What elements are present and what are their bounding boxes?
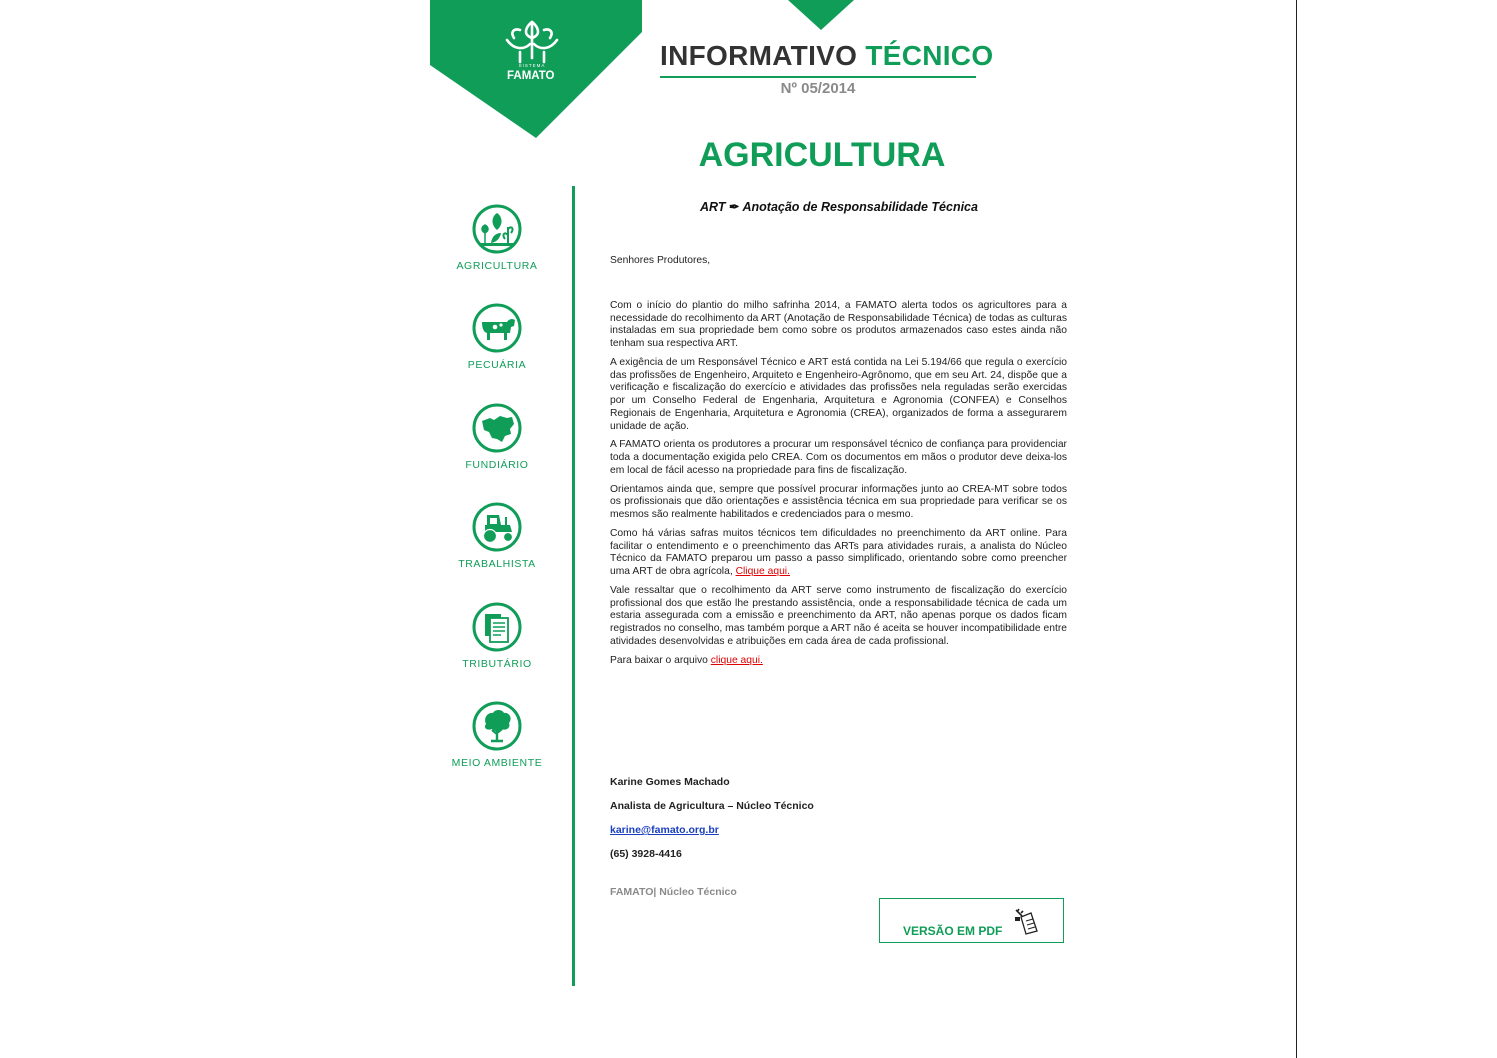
signature-block (610, 776, 1010, 872)
category-label: PECUÁRIA (467, 359, 527, 371)
paragraph-4: Orientamos ainda que, sempre que possível procurar informações junto ao CREA-MT sobre todos os profissionais que dão orientações e assistência técnica em sua propriedade para verificar se os mesmos são realmente habilitados e credenciados para o mesmo. (610, 483, 1067, 520)
logo-brand-text: FAMATO (507, 70, 555, 82)
title-word-tecnico: TÉCNICO (865, 40, 994, 71)
category-meio-ambiente[interactable] (447, 700, 547, 769)
paragraph-5 (610, 528, 1067, 579)
category-fundiario[interactable] (447, 402, 547, 471)
category-agricultura[interactable] (447, 203, 547, 272)
paragraph-7 (610, 655, 1067, 668)
article-subtitle (610, 199, 1068, 214)
category-pecuaria[interactable] (447, 302, 547, 371)
guide-link[interactable]: Clique aqui. (735, 566, 790, 577)
footer-label: FAMATO| Núcleo Técnico (610, 886, 737, 898)
subtitle-acronym: ART (700, 200, 726, 214)
greeting: Senhores Produtores, (610, 255, 711, 266)
tree-icon (471, 700, 523, 752)
pen-icon: ✒ (728, 200, 740, 214)
paragraph-6: Vale ressaltar que o recolhimento da ART serve como instrumento de fiscalização do exercício profissional dos que estão lhe prestando assistência, onde a responsabilidade técnica de cada um estaria assegurada com a emissão e preenchimento da ART, não apenas porque os dados ficam registrados no conselho, mas também porque a ART não é aceita se houver incompatibilidade entre atividades desenvolvidas e atribuições em cada área de cada profissional. (610, 584, 1067, 647)
category-label: AGRICULTURA (456, 260, 538, 272)
author-email-link[interactable]: karine@famato.org.br (610, 824, 719, 836)
category-label: TRIBUTÁRIO (462, 658, 532, 670)
documents-icon (471, 601, 523, 653)
download-link[interactable]: clique aqui. (710, 654, 763, 666)
paragraph-2: A exigência de um Responsável Técnico e ART está contida na Lei 5.194/66 que regula o exercício das profissões de Engenheiro, Arquiteto e Engenheiro-Agrônomo, que em seu Art. 24, dispõe que a verificação e fiscalização do exercício e atividades das profissões nela reguladas serão exercidas por um Conselho Federal de Engenharia, Arquitetura e Agronomia (CONFEA) e Conselhos Regionais de Engenharia, Arquitetura e Agronomia (CREA), organizados de forma a assegurarem unidade de ação. (610, 356, 1067, 432)
pdf-document-icon (1013, 907, 1041, 935)
paragraph-1: Com o início do plantio do milho safrinha 2014, a FAMATO alerta todos os agricultores para a necessidade do recolhimento da ART (Anotação de Responsabilidade Técnica) de todas as culturas instaladas em sua propriedade bem como sobre os produtos armazenados caso estes ainda não tenham sua respectiva ART. (610, 299, 1067, 349)
tractor-icon (471, 501, 523, 553)
map-icon (471, 402, 523, 454)
category-label: FUNDIÁRIO (465, 459, 529, 471)
author-role: Analista de Agricultura – Núcleo Técnico (610, 800, 814, 812)
famato-logo-banner (430, 0, 642, 138)
pdf-button-label: VERSÃO EM PDF (903, 924, 1003, 938)
top-notch-decoration (788, 0, 854, 30)
category-label: MEIO AMBIENTE (451, 757, 543, 769)
author-phone: (65) 3928-4416 (610, 848, 682, 860)
sidebar-divider (572, 186, 575, 986)
category-label: TRABALHISTA (458, 558, 536, 570)
pdf-version-button[interactable] (879, 898, 1064, 943)
author-name: Karine Gomes Machado (610, 776, 730, 788)
category-tributario[interactable] (447, 601, 547, 670)
paragraph-3: A FAMATO orienta os produtores a procurar um responsável técnico de confiança para providenciar toda a documentação exigida pelo CREA. Com os documentos em mãos o produtor deve deixa-los em local de fácil acesso na propriedade para fins de fiscalização. (610, 439, 1067, 476)
plants-icon (471, 203, 523, 255)
logo-small-text: SISTEMA (518, 63, 546, 68)
paragraph-5-text: Como há várias safras muitos técnicos tem dificuldades no preenchimento da ART online. Para facilitar o entendimento e o preenchimento das ARTs para atividades rurais, a analista do Núcleo Técnico da FAMATO preparou um passo a passo simplificado, orientando sobre como preencher uma ART de obra agrícola, (610, 527, 1067, 577)
subtitle-text: Anotação de Responsabilidade Técnica (742, 200, 978, 214)
newsletter-title (660, 40, 994, 72)
cow-icon (471, 302, 523, 354)
category-trabalhista[interactable] (447, 501, 547, 570)
page-right-border (1296, 0, 1297, 1058)
title-underline (660, 76, 976, 78)
article-body (610, 255, 1067, 673)
issue-number: Nº 05/2014 (780, 80, 856, 97)
title-word-informativo: INFORMATIVO (660, 40, 858, 71)
section-title: AGRICULTURA (698, 136, 946, 174)
paragraph-7-text: Para baixar o arquivo (610, 654, 708, 666)
